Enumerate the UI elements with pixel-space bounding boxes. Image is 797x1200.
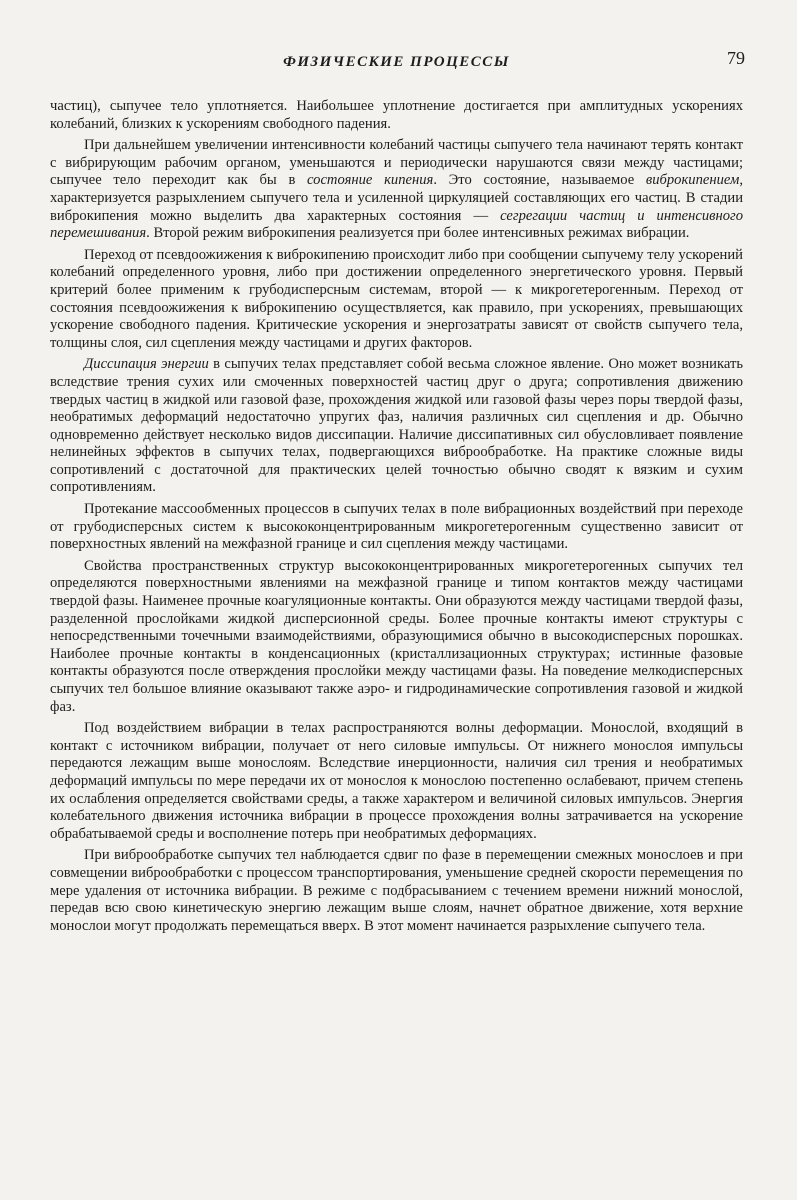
- paragraph: [50, 720, 743, 843]
- page-header: [50, 46, 743, 80]
- text-run: . Второй режим виброкипения реализуется при более интенсивных режимах вибрации.: [146, 225, 690, 242]
- paragraph: [50, 847, 743, 935]
- text-run: Под воздействием вибрации в телах распространяются волны деформации. Монослой, входящий в контакт с источником вибрации, получает от него силовые импульсы. От нижнего монослоя импульсы передаются лежащим выше монослоям. Вследствие инерционности, наличия сил трения и необратимых деформаций импульсы по мере передачи их от монослоя к монослою постепенно ослабевают, причем степень их ослабления определяется свойствами среды, а также характером и величиной силовых импульсов. Энергия колебательного движения источника вибрации в процессе прохождения волны затрачивается на ускорение обрабатываемой среды и восполнение потерь при необратимых деформациях.: [50, 720, 743, 842]
- paragraph: [50, 247, 743, 353]
- paragraph: [50, 98, 743, 133]
- text-run: Протекание массообменных процессов в сыпучих телах в поле вибрационных воздействий при переходе от грубодисперсных систем к высококонцентрированным микрогетерогенным существенно зависит от поверхностных явлений на межфазной границе и сил сцепления между частицами.: [50, 501, 743, 553]
- text-run: Переход от псевдоожижения к виброкипению происходит либо при сообщении сыпучему телу ускорений колебаний определенного уровня, либо при достижении определенного энергетического уровня. Первый критерий более применим к грубодисперсным системам, второй — к микрогетерогенным. Переход от состояния псевдоожижения к виброкипению осуществляется, как правило, при ускорениях, превышающих ускорение свободного падения. Критические ускорения и энергозатраты зависят от свойств сыпучего тела, толщины слоя, сил сцепления между частицами и других факторов.: [50, 246, 743, 351]
- body-text: [50, 98, 743, 935]
- italic-term: виброкипением: [645, 172, 740, 189]
- italic-term: Диссипация энергии: [84, 356, 209, 373]
- italic-term: сегрегации частиц и интенсивного перемешивания: [50, 207, 743, 242]
- paragraph: [50, 501, 743, 554]
- paragraph: [50, 356, 743, 497]
- text-run: Свойства пространственных структур высококонцентрированных микрогетерогенных сыпучих тел определяются поверхностными явлениями на межфазной границе и типом контактов между частицами твердой фазы. Наименее прочные коагуляционные контакты. Они образуются между частицами твердой фазы, разделенной прослойками жидкой дисперсионной среды. Более прочные контакты имеют структуры с непосредственными точечными взаимодействиями, образующимися обычно в высокодисперсных порошках. Наиболее прочные контакты в конденсационных (кристаллизационных структурах; истинные фазовые контакты образуются после отверждения прослойки между частицами фазы. На поведение мелкодисперсных сыпучих тел большое влияние оказывают также аэро- и гидродинамические сопротивления газовой и жидкой фаз.: [50, 557, 743, 715]
- paragraph: [50, 137, 743, 243]
- italic-term: состояние кипения: [307, 172, 434, 189]
- page-number: 79: [727, 48, 745, 68]
- text-run: При дальнейшем увеличении интенсивности колебаний частицы сыпучего тела начинают терять контакт с вибрирующим рабочим органом, уменьшаются и периодически нарушаются связи между частицами; сыпучее тело переходит как бы в: [50, 137, 743, 189]
- text-run: При виброобработке сыпучих тел наблюдается сдвиг по фазе в перемещении смежных монослоев и при совмещении виброобработки с процессом транспортирования, уменьшение средней скорости перемещения по мере удаления от источника вибрации. В режиме с подбрасыванием с течением времени нижний монослой, передав всю свою кинетическую энергию лежащим выше слоям, начнет обратное движение, хотя верхние монослои могут продолжать перемещаться вверх. В этот момент начинается разрыхление сыпучего тела.: [50, 847, 743, 934]
- text-run: частиц), сыпучее тело уплотняется. Наибольшее уплотнение достигается при амплитудных ускорениях колебаний, близких к ускорениям свободного падения.: [50, 98, 743, 132]
- text-run: . Это состояние, называемое: [433, 172, 646, 189]
- paragraph: [50, 558, 743, 716]
- text-run: в сыпучих телах представляет собой весьма сложное явление. Оно может возникать вследствие трения сухих или смоченных поверхностей частиц друг о друга; сопротивления движению твердых частиц в жидкой или газовой фазе, прохождения жидкой или газовой фазы через поры твердой фазы, необратимых деформаций недостаточно упругих фаз, наличия различных сил сцепления и др. Обычно одновременно действует несколько видов диссипации. Наличие диссипативных сил обусловливает появление нелинейных эффектов в сыпучих телах, подвергающихся виброобработке. На практике сложные виды сопротивлений с достаточной для практических целей точностью обычно сводят к вязким и сухим сопротивлениям.: [50, 356, 743, 496]
- text-run: , характеризуется разрыхлением сыпучего тела и усиленной циркуляцией составляющих его частиц. В стадии виброкипения можно выделить два характерных состояния —: [50, 172, 743, 224]
- running-head: ФИЗИЧЕСКИЕ ПРОЦЕССЫ: [283, 54, 510, 70]
